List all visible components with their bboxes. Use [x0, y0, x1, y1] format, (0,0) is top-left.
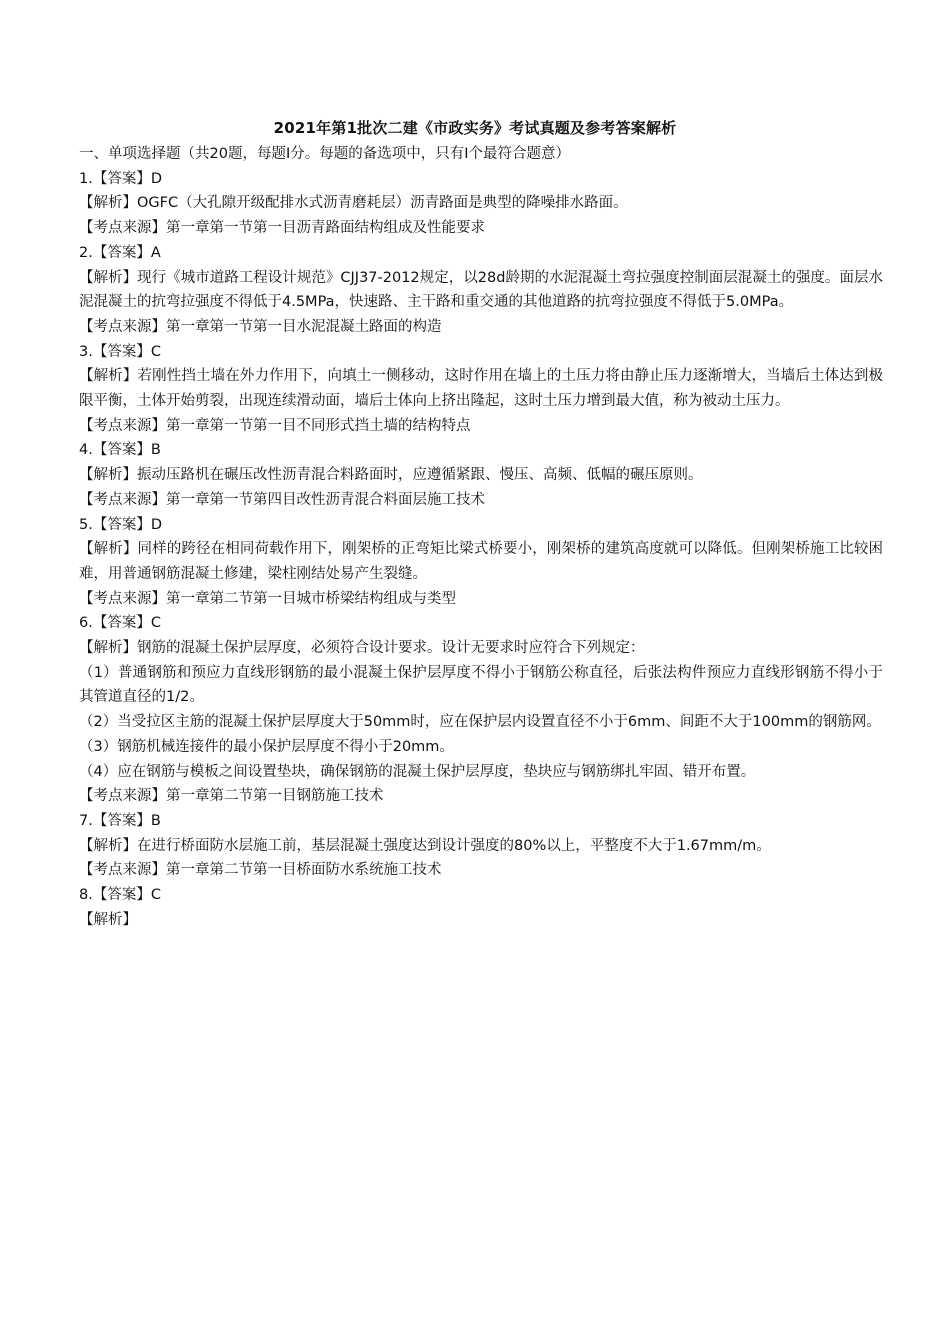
q6-rule-2: （2）当受拉区主筋的混凝土保护层厚度大于50mm时，应在保护层内设置直径不小于6mm、间距不大于100mm的钢筋网。 — [79, 714, 881, 731]
q2-answer: 2.【答案】A — [79, 244, 161, 261]
q3-source: 【考点来源】第一章第一节第一目不同形式挡土墙的结构特点 — [79, 417, 471, 434]
q2-analysis: 【解析】现行《城市道路工程设计规范》CJJ37-2012规定，以28d龄期的水泥混凝土弯拉强度控制面层混凝土的强度。面层水泥混凝土的抗弯拉强度不得低于4.5MPa，快速路、主干路和重交通的其他道路的抗弯拉强度不得低于5.0MPa。 — [79, 269, 883, 311]
q5-source: 【考点来源】第一章第二节第一目城市桥梁结构组成与类型 — [79, 590, 456, 607]
q4-source: 【考点来源】第一章第一节第四目改性沥青混合料面层施工技术 — [79, 491, 485, 508]
q6-rule-4: （4）应在钢筋与模板之间设置垫块，确保钢筋的混凝土保护层厚度，垫块应与钢筋绑扎牢固、错开布置。 — [79, 763, 756, 780]
q6-answer: 6.【答案】C — [79, 615, 161, 632]
q1-source: 【考点来源】第一章第一节第一目沥青路面结构组成及性能要求 — [79, 220, 485, 237]
q7-analysis: 【解析】在进行桥面防水层施工前，基层混凝土强度达到设计强度的80%以上，平整度不大于1.67mm/m。 — [79, 837, 771, 854]
q6-rule-3: （3）钢筋机械连接件的最小保护层厚度不得小于20mm。 — [79, 738, 454, 755]
q1-analysis: 【解析】OGFC（大孔隙开级配排水式沥青磨耗层）沥青路面是典型的降噪排水路面。 — [79, 195, 628, 212]
q8-answer: 8.【答案】C — [79, 887, 161, 904]
q7-source: 【考点来源】第一章第二节第一目桥面防水系统施工技术 — [79, 862, 442, 879]
q3-analysis: 【解析】若刚性挡土墙在外力作用下，向填土一侧移动，这时作用在墙上的土压力将由静止压力逐渐增大，当墙后土体达到极限平衡，土体开始剪裂，出现连续滑动面，墙后土体向上挤出隆起，这时土压力增到最大值，称为被动土压力。 — [79, 368, 883, 410]
q1-answer: 1.【答案】D — [79, 170, 162, 187]
q3-answer: 3.【答案】C — [79, 343, 161, 360]
document-body — [79, 142, 883, 933]
q5-answer: 5.【答案】D — [79, 516, 162, 533]
q8-analysis: 【解析】 — [79, 911, 137, 928]
q6-source: 【考点来源】第一章第二节第一目钢筋施工技术 — [79, 788, 384, 805]
section-heading: 一、单项选择题（共20题，每题I分。每题的备选项中，只有I个最符合题意） — [79, 146, 571, 162]
q2-source: 【考点来源】第一章第一节第一目水泥混凝土路面的构造 — [79, 318, 442, 335]
q4-analysis: 【解析】振动压路机在碾压改性沥青混合料路面时，应遵循紧跟、慢压、高频、低幅的碾压原则。 — [79, 467, 703, 484]
q4-answer: 4.【答案】B — [79, 442, 161, 459]
document-title: 2021年第1批次二建《市政实务》考试真题及参考答案解析 — [273, 119, 677, 137]
q6-rule-1: （1）普通钢筋和预应力直线形钢筋的最小混凝土保护层厚度不得小于钢筋公称直径，后张法构件预应力直线形钢筋不得小于其管道直径的1/2。 — [79, 664, 883, 706]
q7-answer: 7.【答案】B — [79, 812, 161, 829]
q6-analysis-intro: 【解析】钢筋的混凝土保护层厚度，必须符合设计要求。设计无要求时应符合下列规定： — [79, 640, 645, 657]
q5-analysis: 【解析】同样的跨径在相同荷载作用下，刚架桥的正弯矩比梁式桥要小，刚架桥的建筑高度就可以降低。但刚架桥施工比较困难，用普通钢筋混凝土修建，梁柱刚结处易产生裂缝。 — [79, 541, 883, 582]
